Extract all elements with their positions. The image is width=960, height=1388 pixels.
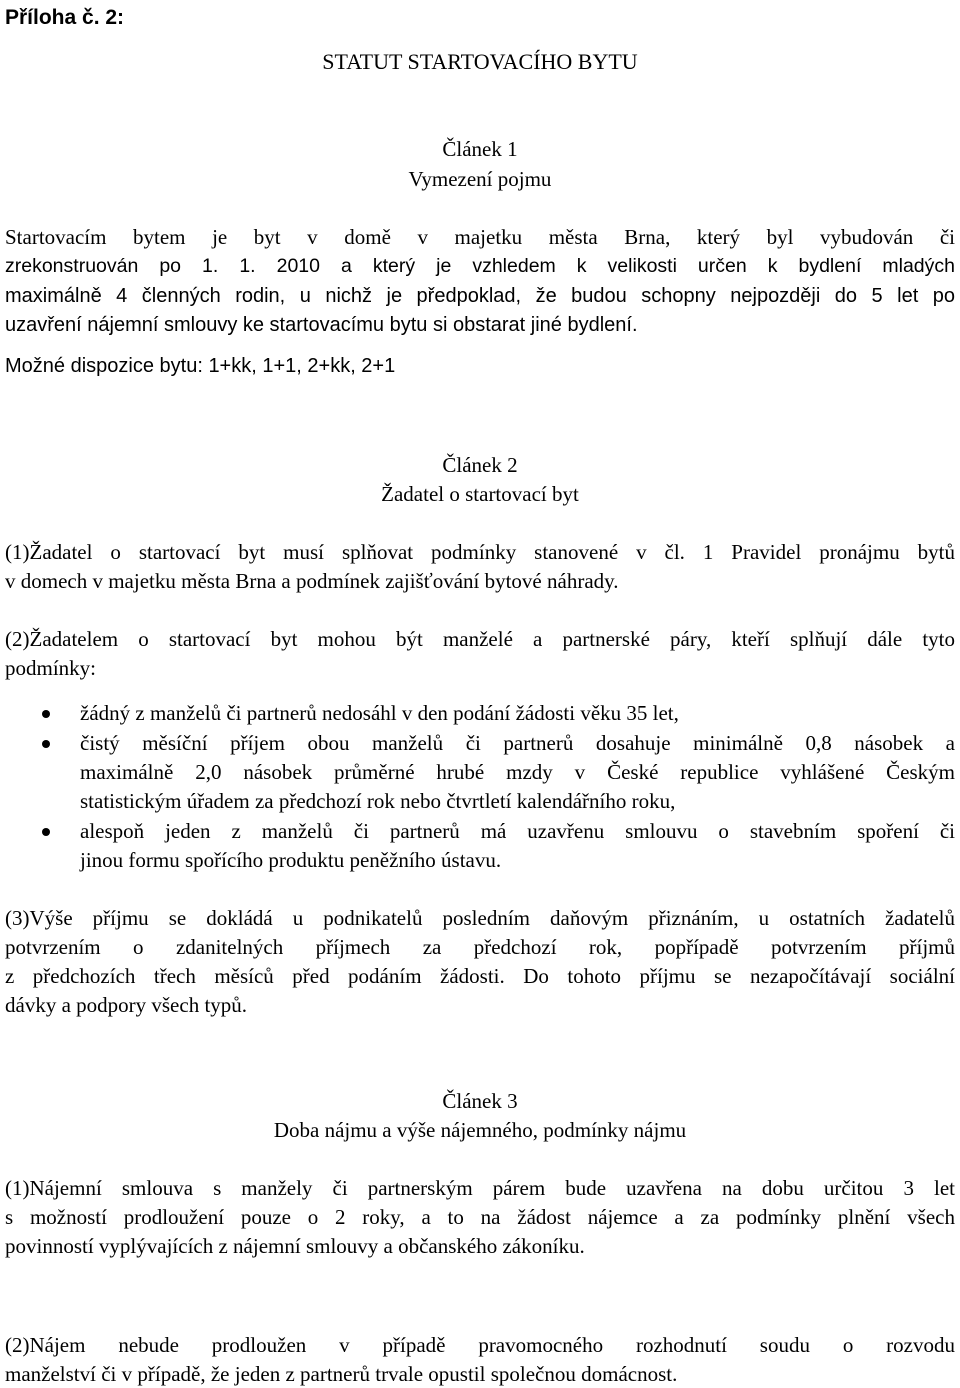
article-2-paragraph-1: v domech v majetku města Brna a podmínek zajišťování bytové náhrady. [5,569,619,593]
article-3-number: Článek 3 [442,1089,518,1113]
article-2-paragraph-3: dávky a podpory všech typů. [5,993,248,1017]
article-2-paragraph-2: (2)Žadatelem o startovací byt mohou být manželé a partnerské páry, kteří splňují dále tyto [5,627,955,651]
article-2-paragraph-3: (3)Výše příjmu se dokládá u podnikatelů posledním daňovým přiznáním, u ostatních žadatelů [5,906,955,930]
condition-item: jinou formu spořícího produktu peněžního ústavu. [80,848,502,872]
article-3-paragraph-1: (1)Nájemní smlouva s manžely či partnerským párem bude uzavřena na dobu určitou 3 let [5,1176,955,1200]
condition-item: alespoň jeden z manželů či partnerů má uzavřenu smlouvu o stavebním spoření či [80,819,955,843]
condition-item: maximálně 2,0 násobek průměrné hrubé mzdy v České republice vyhlášené Českým [80,760,955,784]
article-2-paragraph-1: (1)Žadatel o startovací byt musí splňovat podmínky stanovené v čl. 1 Pravidel pronájmu bytů [5,540,955,564]
bullet-icon [42,740,50,748]
article-2-paragraph-3: potvrzením o zdanitelných příjmech za předchozí rok, popřípadě potvrzením příjmů [5,935,955,959]
article-3-paragraph-2: manželství či v případě, že jeden z partnerů trvale opustil společnou domácnost. [5,1362,678,1386]
article-1-line: Startovacím bytem je byt v domě v majetku města Brna, který byl vybudován či [5,225,955,249]
article-1-line: zrekonstruován po 1. 1. 2010 a který je vzhledem k velikosti určen k bydlení mladých [5,255,955,277]
condition-item: čistý měsíční příjem obou manželů či partnerů dosahuje minimálně 0,8 násobek a [80,731,955,755]
article-1-dispositions: Možné dispozice bytu: 1+kk, 1+1, 2+kk, 2+1 [5,355,396,377]
condition-item: statistickým úřadem za předchozí rok nebo čtvrtletí kalendářního roku, [80,789,676,813]
article-1-line: maximálně 4 členných rodin, u nichž je předpoklad, že budou schopny nejpozději do 5 let po [5,285,955,307]
article-1-number: Článek 1 [442,137,518,161]
article-3-heading: Doba nájmu a výše nájemného, podmínky nájmu [273,1118,687,1142]
article-2-paragraph-3: z předchozích třech měsíců před podáním žádosti. Do tohoto příjmu se nezapočítávají sociální [5,964,955,988]
condition-item: žádný z manželů či partnerů nedosáhl v den podání žádosti věku 35 let, [80,701,679,725]
bullet-icon [42,710,50,718]
article-1-line: uzavření nájemní smlouvy ke startovacímu bytu si obstarat jiné bydlení. [5,314,638,336]
article-3-paragraph-2: (2)Nájem nebude prodloužen v případě pravomocného rozhodnutí soudu o rozvodu [5,1333,955,1357]
article-2-paragraph-2: podmínky: [5,656,97,680]
article-3-paragraph-1: s možností prodloužení pouze o 2 roky, a to na žádost nájemce a za podmínky plnění všech [5,1205,955,1229]
article-3-paragraph-1: povinností vyplývajících z nájemní smlouvy a občanského zákoníku. [5,1234,585,1258]
article-1-heading: Vymezení pojmu [408,167,552,191]
article-2-heading: Žadatel o startovací byt [381,482,579,506]
document-title: STATUT STARTOVACÍHO BYTU [322,49,638,74]
attachment-label: Příloha č. 2: [5,6,125,29]
article-2-number: Článek 2 [442,453,518,477]
bullet-icon [42,828,50,836]
